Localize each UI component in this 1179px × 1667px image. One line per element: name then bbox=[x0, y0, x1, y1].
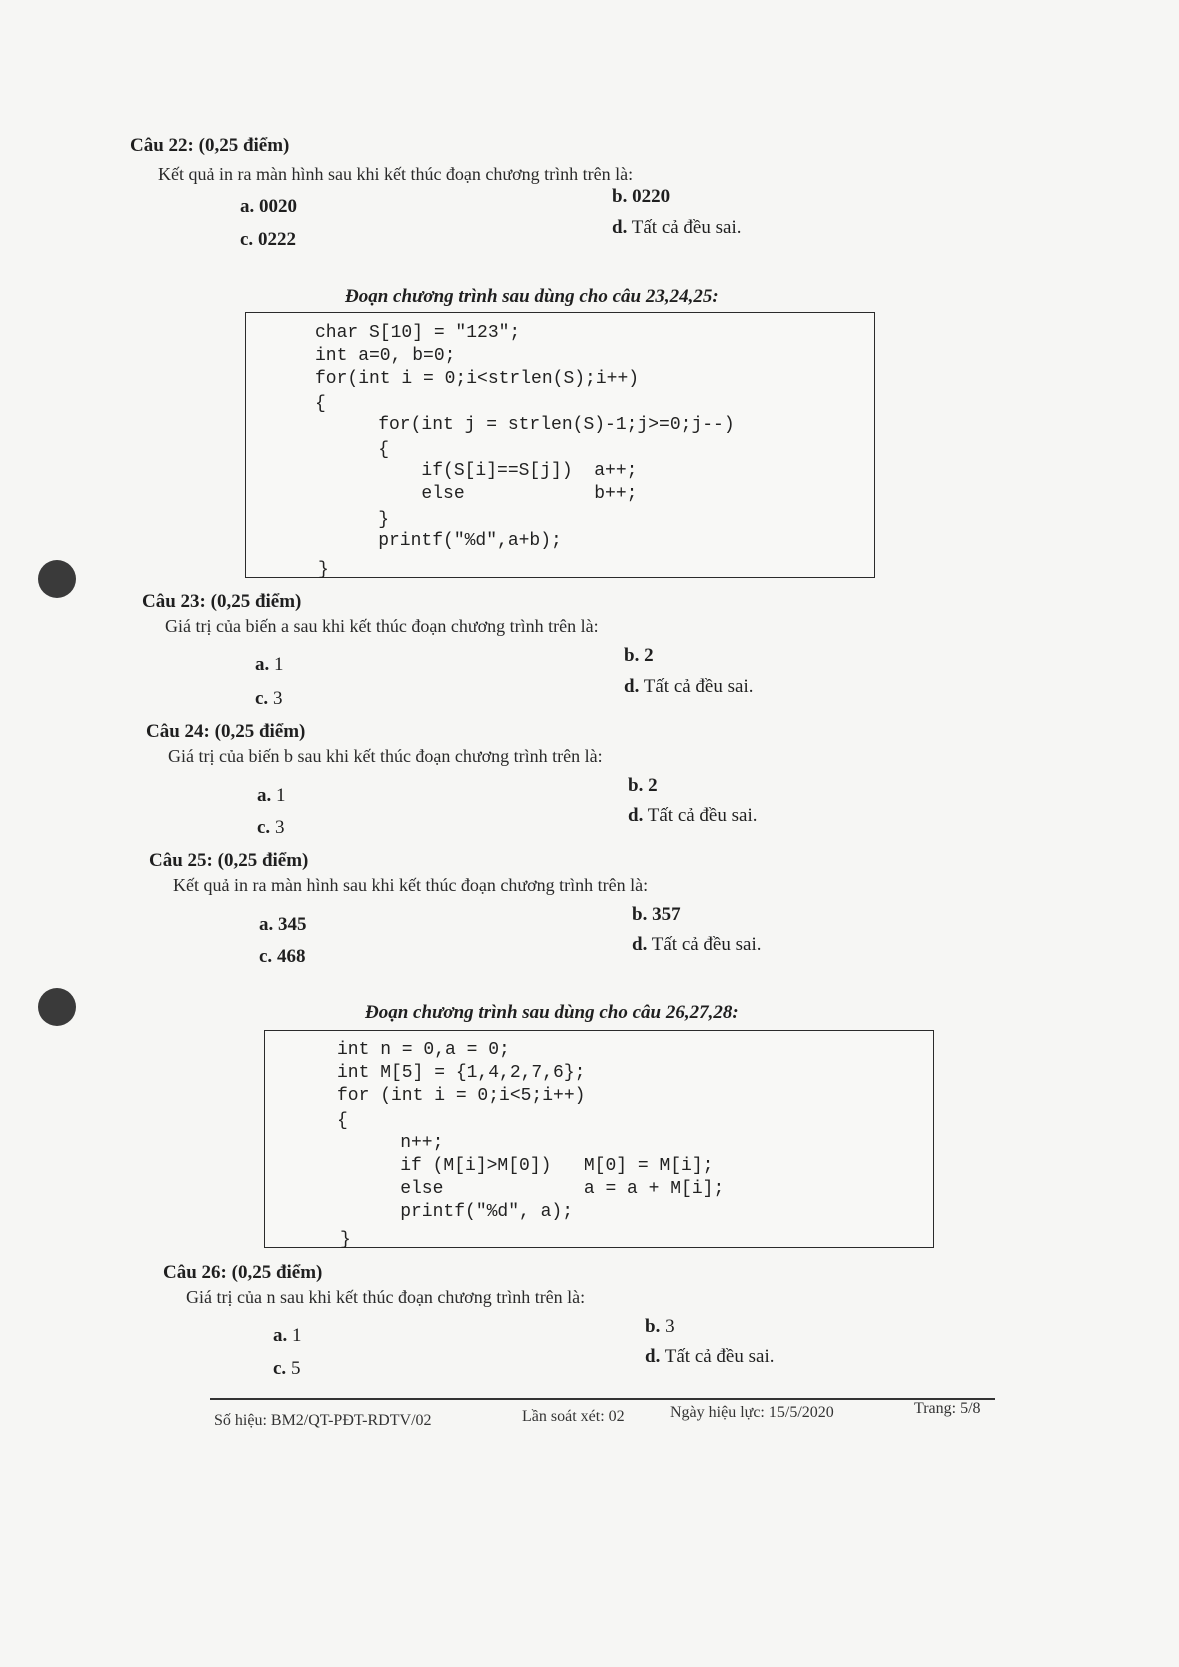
question-26-stem: Giá trị của n sau khi kết thúc đoạn chương trình trên là: bbox=[186, 1287, 586, 1307]
question-22-option-c[interactable]: c. 0222 bbox=[240, 229, 296, 250]
option-text: 468 bbox=[276, 946, 306, 967]
question-24-option-c[interactable]: c. 3 bbox=[257, 817, 285, 838]
option-text: 3 bbox=[274, 817, 285, 838]
option-text: Tất cả đều sai. bbox=[647, 805, 758, 826]
question-23-option-b[interactable]: b. 2 bbox=[624, 645, 654, 666]
question-24-option-b[interactable]: b. 2 bbox=[628, 775, 658, 796]
code-1-line-8: else b++; bbox=[335, 484, 638, 504]
code-2-line-3: for (int i = 0;i<5;i++) bbox=[337, 1086, 586, 1106]
question-25-option-d[interactable]: d. Tất cả đều sai. bbox=[632, 934, 762, 955]
question-23-title: Câu 23: (0,25 điểm) bbox=[142, 591, 302, 612]
option-text: 2 bbox=[644, 645, 654, 666]
question-23-option-a[interactable]: a. 1 bbox=[255, 654, 284, 675]
question-25-option-c[interactable]: c. 468 bbox=[259, 946, 306, 967]
code-2-line-9: } bbox=[340, 1230, 351, 1250]
footer-effective-date: Ngày hiệu lực: 15/5/2020 bbox=[670, 1404, 834, 1421]
question-25-title: Câu 25: (0,25 điểm) bbox=[149, 850, 309, 871]
code-1-line-9: } bbox=[335, 510, 390, 530]
code-1-line-7: if(S[i]==S[j]) a++; bbox=[335, 461, 638, 481]
code-2-line-5: n++; bbox=[357, 1133, 444, 1153]
option-text: 5 bbox=[290, 1358, 301, 1379]
option-text: 1 bbox=[292, 1325, 302, 1346]
code-1-line-6: { bbox=[335, 440, 390, 460]
code-2-line-8: printf("%d", a); bbox=[357, 1202, 574, 1222]
question-23-option-d[interactable]: d. Tất cả đều sai. bbox=[624, 676, 754, 697]
code-1-line-2: int a=0, b=0; bbox=[315, 346, 456, 366]
punch-hole-bottom bbox=[38, 988, 76, 1026]
question-24-title: Câu 24: (0,25 điểm) bbox=[146, 721, 306, 742]
option-text: 345 bbox=[278, 914, 307, 935]
punch-hole-top bbox=[38, 560, 76, 598]
option-text: Tất cả đều sai. bbox=[664, 1346, 775, 1367]
question-25-option-b[interactable]: b. 357 bbox=[632, 904, 681, 925]
code-2-line-2: int M[5] = {1,4,2,7,6}; bbox=[337, 1063, 586, 1083]
question-22-stem: Kết quả in ra màn hình sau khi kết thúc đoạn chương trình trên là: bbox=[158, 164, 634, 184]
option-text: 0222 bbox=[257, 229, 296, 250]
question-22-option-a[interactable]: a. 0020 bbox=[240, 196, 297, 217]
code-1-line-3: for(int i = 0;i<strlen(S);i++) bbox=[315, 369, 640, 389]
code-1-line-10: printf("%d",a+b); bbox=[335, 531, 562, 551]
code-1-line-11: } bbox=[318, 560, 329, 580]
code-1-line-4: { bbox=[315, 394, 326, 414]
option-text: 2 bbox=[648, 775, 658, 796]
question-22-option-d[interactable]: d. Tất cả đều sai. bbox=[612, 217, 742, 238]
option-text: 3 bbox=[272, 688, 283, 709]
code-2-line-7: else a = a + M[i]; bbox=[357, 1179, 725, 1199]
option-text: 0220 bbox=[632, 186, 671, 207]
question-25-stem: Kết quả in ra màn hình sau khi kết thúc đoạn chương trình trên là: bbox=[173, 875, 649, 895]
question-24-stem: Giá trị của biến b sau khi kết thúc đoạn chương trình trên là: bbox=[168, 746, 603, 766]
footer-page-number: Trang: 5/8 bbox=[914, 1400, 981, 1417]
question-26-option-b[interactable]: b. 3 bbox=[645, 1316, 675, 1337]
option-text: 357 bbox=[652, 904, 681, 925]
question-25-option-a[interactable]: a. 345 bbox=[259, 914, 307, 935]
question-22-title: Câu 22: (0,25 điểm) bbox=[130, 135, 290, 156]
option-text: Tất cả đều sai. bbox=[631, 217, 742, 238]
code-section-2-title: Đoạn chương trình sau dùng cho câu 26,27,28: bbox=[365, 1002, 739, 1023]
question-24-option-d[interactable]: d. Tất cả đều sai. bbox=[628, 805, 758, 826]
question-23-option-c[interactable]: c. 3 bbox=[255, 688, 283, 709]
question-22-option-b[interactable]: b. 0220 bbox=[612, 186, 671, 207]
code-2-line-4: { bbox=[337, 1111, 348, 1131]
footer-document-code: Số hiệu: BM2/QT-PĐT-RDTV/02 bbox=[214, 1412, 432, 1429]
question-23-stem: Giá trị của biến a sau khi kết thúc đoạn chương trình trên là: bbox=[165, 616, 599, 636]
code-2-line-1: int n = 0,a = 0; bbox=[337, 1040, 510, 1060]
question-26-option-c[interactable]: c. 5 bbox=[273, 1358, 301, 1379]
question-26-option-d[interactable]: d. Tất cả đều sai. bbox=[645, 1346, 775, 1367]
option-text: 3 bbox=[665, 1316, 675, 1337]
code-1-line-1: char S[10] = "123"; bbox=[315, 323, 521, 343]
code-1-line-5: for(int j = strlen(S)-1;j>=0;j--) bbox=[335, 415, 735, 435]
option-text: 0020 bbox=[259, 196, 297, 217]
question-24-option-a[interactable]: a. 1 bbox=[257, 785, 286, 806]
option-text: 1 bbox=[276, 785, 286, 806]
option-text: Tất cả đều sai. bbox=[651, 934, 762, 955]
footer-rule bbox=[210, 1398, 995, 1400]
option-text: Tất cả đều sai. bbox=[643, 676, 754, 697]
code-2-line-6: if (M[i]>M[0]) M[0] = M[i]; bbox=[357, 1156, 714, 1176]
footer-revision: Lần soát xét: 02 bbox=[522, 1408, 625, 1425]
option-text: 1 bbox=[274, 654, 284, 675]
code-section-1-title: Đoạn chương trình sau dùng cho câu 23,24,25: bbox=[345, 286, 719, 307]
question-26-option-a[interactable]: a. 1 bbox=[273, 1325, 302, 1346]
question-26-title: Câu 26: (0,25 điểm) bbox=[163, 1262, 323, 1283]
